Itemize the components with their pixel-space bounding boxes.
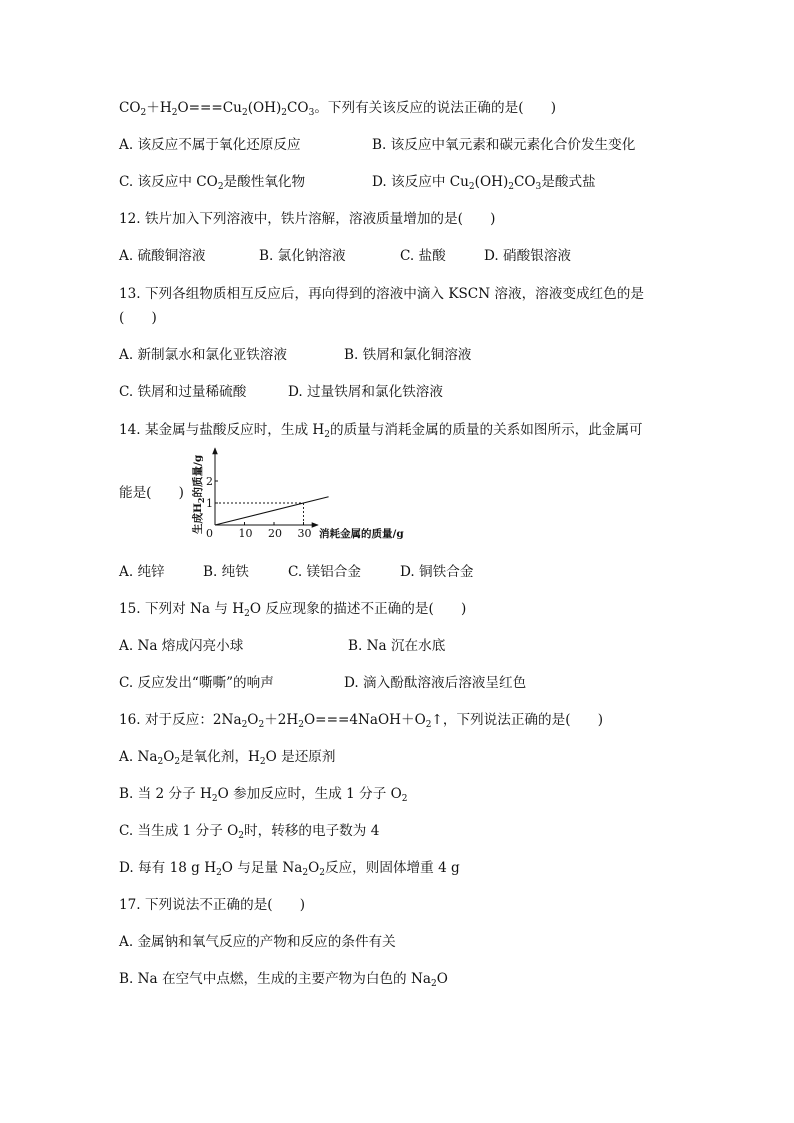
q15-option-b: B. Na 沉在水底 xyxy=(348,638,446,654)
q12-stem: 12. 铁片加入下列溶液中，铁片溶解，溶液质量增加的是( ) xyxy=(119,211,496,227)
q12-option-d: D. 硝酸银溶液 xyxy=(484,248,572,264)
graph-x-tick-label: 10 xyxy=(238,527,253,540)
q11-stem-continuation: $CO_2+H_2O===Cu_2(OH)_2CO_3$。下列有关该反应的说法正确的是( ) xyxy=(119,100,557,118)
graph-x-axis-label: 消耗金属的质量/g xyxy=(319,528,404,540)
q15-option-d: D. 滴入酚酞溶液后溶液呈红色 xyxy=(344,675,527,691)
q12-option-a: A. 硫酸铜溶液 xyxy=(119,248,206,264)
q13-option-d: D. 过量铁屑和氯化铁溶液 xyxy=(288,384,443,400)
q17-option-b: B. Na 在空气中点燃，生成的主要产物为白色的 $Na_2O$ xyxy=(119,971,448,989)
q16-option-d: D. 每有 18 g $H_2O$ 与足量 $Na_2O_2$反应，则固体增重 4 g xyxy=(119,860,460,878)
q12-option-c: C. 盐酸 xyxy=(400,248,446,264)
q11-option-c: C. 该反应中 $CO_2$是酸性氧化物 xyxy=(119,174,306,192)
q14-option-b: B. 纯铁 xyxy=(203,564,249,580)
q13-option-c: C. 铁屑和过量稀硫酸 xyxy=(119,384,247,400)
q13-stem-continuation: ( ) xyxy=(119,310,157,326)
q16-option-a: A. $Na_2O_2$是氧化剂，$H_2O$ 是还原剂 xyxy=(119,749,336,767)
graph-y-axis-label: 生成$H_2$的质量/g xyxy=(192,454,206,534)
graph-y-tick-label: 2 xyxy=(206,475,213,488)
q14-stem-continuation: 能是( ) xyxy=(119,485,184,501)
graph-y-tick-label: 1 xyxy=(206,497,213,510)
q15-option-c: C. 反应发出“嘶嘶”的响声 xyxy=(119,675,274,691)
q14-graph xyxy=(185,444,415,544)
graph-x-tick-label: 30 xyxy=(297,527,312,540)
q14-option-a: A. 纯锌 xyxy=(119,564,165,580)
graph-data-line xyxy=(215,497,329,525)
q16-option-c: C. 当生成 1 分子 $O_2$时，转移的电子数为 4 xyxy=(119,823,380,841)
q14-option-d: D. 铜铁合金 xyxy=(400,564,474,580)
q13-stem: 13. 下列各组物质相互反应后，再向得到的溶液中滴入 KSCN 溶液，溶液变成红色的是 xyxy=(119,286,644,302)
q15-option-a: A. Na 熔成闪亮小球 xyxy=(119,638,244,654)
q13-option-a: A. 新制氯水和氯化亚铁溶液 xyxy=(119,347,287,363)
q11-option-b: B. 该反应中氧元素和碳元素化合价发生变化 xyxy=(372,137,636,153)
q11-option-d: D. 该反应中 $Cu_2(OH)_2CO_3$是酸式盐 xyxy=(372,174,596,192)
q11-option-a: A. 该反应不属于氧化还原反应 xyxy=(119,137,301,153)
q12-option-b: B. 氯化钠溶液 xyxy=(259,248,346,264)
graph-origin-label: 0 xyxy=(206,527,213,540)
graph-x-tick-label: 20 xyxy=(268,527,282,540)
q15-stem: 15. 下列对 Na 与 $H_2O$ 反应现象的描述不正确的是( ) xyxy=(119,601,467,619)
q13-option-b: B. 铁屑和氯化铜溶液 xyxy=(344,347,472,363)
q16-option-b: B. 当 2 分子 $H_2O$ 参加反应时，生成 1 分子 $O_2$ xyxy=(119,786,408,804)
q17-stem: 17. 下列说法不正确的是( ) xyxy=(119,897,306,913)
q14-option-c: C. 镁铝合金 xyxy=(288,564,361,580)
q17-option-a: A. 金属钠和氧气反应的产物和反应的条件有关 xyxy=(119,934,396,950)
q14-stem: 14. 某金属与盐酸反应时，生成 $H_2$的质量与消耗金属的质量的关系如图所示，此金属可 xyxy=(119,422,643,440)
q16-stem: 16. 对于反应：$2Na_2O_2+2H_2O===4NaOH+O_2↑$，下列说法正确的是( ) xyxy=(119,712,603,730)
